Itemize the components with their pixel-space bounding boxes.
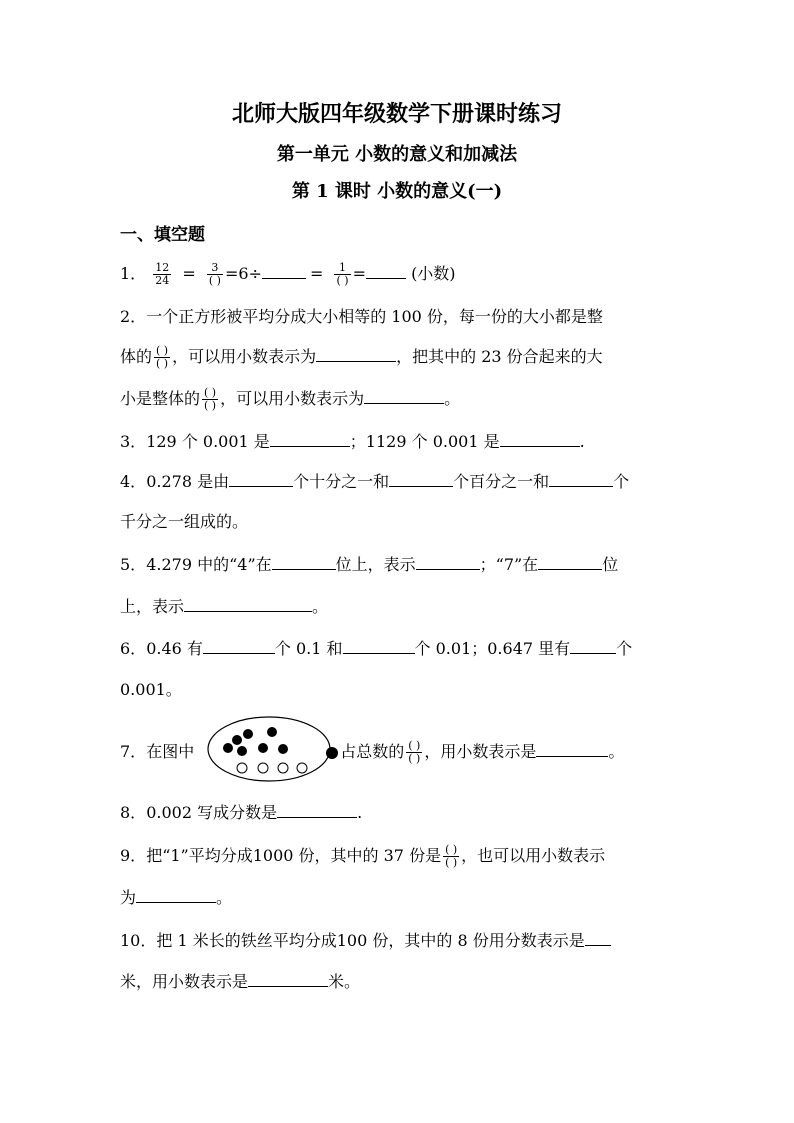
equals-sign: = — [182, 264, 196, 283]
hollow-dot — [237, 763, 247, 773]
unit-title: 第一单元 小数的意义和加减法 — [276, 144, 518, 165]
question-number: 9． — [120, 846, 147, 865]
answer-blank[interactable] — [262, 262, 306, 279]
text: 在图中 — [146, 742, 195, 761]
text: 129 个 0.001 是 — [146, 432, 270, 451]
hollow-dot — [258, 763, 268, 773]
text: ，可以用小数表示为 — [220, 389, 365, 408]
text: 个 0.01；0.647 里有 — [414, 639, 571, 658]
question-number: 7． — [120, 742, 147, 761]
question-7 — [120, 740, 624, 764]
dots-oval-diagram — [207, 716, 331, 782]
text: . — [357, 803, 363, 822]
hollow-dot — [297, 763, 307, 773]
text: 把“1”平均分成1000 份，其中的 37 份是 — [146, 846, 442, 865]
answer-blank[interactable] — [538, 553, 602, 570]
question-1 — [120, 262, 456, 286]
fraction: $\frac{( )}{( )}$ — [156, 344, 169, 370]
fraction: $\frac{( )}{( )}$ — [445, 843, 458, 869]
filled-dot — [223, 743, 233, 753]
hollow-dot — [278, 763, 288, 773]
text: 位上，表示 — [335, 555, 416, 574]
answer-blank[interactable] — [277, 801, 357, 818]
text: ，把其中的 23 份合起来的大 — [396, 347, 603, 366]
text: 个百分之一和 — [453, 472, 550, 491]
filled-dot — [258, 743, 268, 753]
answer-blank[interactable] — [500, 430, 580, 447]
text: 。 — [444, 389, 461, 408]
question-6-line-2: 0.001。 — [120, 680, 182, 699]
fraction: $\frac{3}{( )}$ — [208, 261, 221, 287]
answer-blank[interactable] — [203, 637, 275, 654]
question-number: 3． — [120, 432, 147, 451]
question-5-line-2 — [120, 595, 328, 619]
question-number: 2． — [120, 307, 147, 326]
equals-sign: = — [352, 264, 366, 283]
filled-dot — [243, 729, 253, 739]
answer-blank[interactable] — [536, 740, 608, 757]
answer-blank[interactable] — [229, 470, 293, 487]
text: 把 1 米长的铁丝平均分成100 份，其中的 8 份用分数表示是 — [156, 931, 585, 950]
question-number: 6． — [120, 639, 147, 658]
question-4-line-2: 千分之一组成的。 — [120, 512, 249, 531]
text: . — [579, 432, 585, 451]
filled-dot — [278, 744, 288, 754]
answer-blank[interactable] — [270, 430, 350, 447]
question-9-line-1 — [120, 844, 605, 868]
question-number: 1． — [120, 264, 147, 283]
answer-blank[interactable] — [184, 595, 312, 612]
question-9-line-2 — [120, 886, 232, 910]
text: 米。 — [328, 972, 361, 991]
text: =6÷ — [224, 264, 262, 283]
question-2-line-3 — [120, 387, 460, 411]
text: 上，表示 — [120, 597, 185, 616]
answer-blank[interactable] — [585, 929, 611, 946]
question-10-line-1 — [120, 929, 611, 953]
text: 占总数的 — [340, 742, 405, 761]
question-3 — [120, 430, 585, 454]
answer-blank[interactable] — [364, 387, 444, 404]
answer-blank[interactable] — [248, 970, 328, 987]
question-6-line-1 — [120, 637, 632, 661]
text: 位 — [602, 555, 619, 574]
lesson-title: 第 1 课时 小数的意义(一) — [291, 181, 503, 202]
text: 0.46 有 — [146, 639, 203, 658]
answer-blank[interactable] — [316, 345, 396, 362]
text: 个十分之一和 — [293, 472, 390, 491]
question-2-line-1 — [120, 305, 603, 329]
question-number: 4． — [120, 472, 147, 491]
text: 体的 — [120, 347, 153, 366]
filled-dot — [237, 746, 247, 756]
question-number: 10． — [120, 931, 157, 950]
text: 0.002 写成分数是 — [146, 803, 278, 822]
text: 个 0.1 和 — [274, 639, 343, 658]
answer-blank[interactable] — [570, 637, 616, 654]
text: 一个正方形被平均分成大小相等的 100 份，每一份的大小都是整 — [146, 307, 603, 326]
fraction: $\frac{12}{24}$ — [155, 261, 170, 287]
text: ；1129 个 0.001 是 — [349, 432, 500, 451]
answer-blank[interactable] — [366, 262, 406, 279]
text: ，可以用小数表示为 — [172, 347, 317, 366]
filled-dot — [267, 727, 277, 737]
question-4-line-1 — [120, 470, 629, 494]
text: 个 — [613, 472, 630, 491]
question-number: 5． — [120, 555, 147, 574]
answer-blank[interactable] — [272, 553, 336, 570]
answer-blank[interactable] — [389, 470, 453, 487]
text: ，用小数表示是 — [424, 742, 537, 761]
text: 4.279 中的“4”在 — [146, 555, 272, 574]
question-2-line-2 — [120, 345, 603, 369]
text: ，也可以用小数表示 — [461, 846, 606, 865]
text: 小是整体的 — [120, 389, 201, 408]
question-number: 8． — [120, 803, 147, 822]
question-5-line-1 — [120, 553, 618, 577]
answer-blank[interactable] — [136, 886, 216, 903]
text: (小数) — [411, 264, 456, 283]
answer-blank[interactable] — [343, 637, 415, 654]
text: 个 — [616, 639, 633, 658]
answer-blank[interactable] — [549, 470, 613, 487]
section-heading: 一、填空题 — [120, 225, 205, 245]
text: ；“7”在 — [479, 555, 539, 574]
filled-dot — [232, 735, 242, 745]
equals-sign: = — [309, 264, 324, 283]
fraction: $\frac{1}{( )}$ — [336, 261, 349, 287]
fraction: $\frac{( )}{( )}$ — [204, 386, 217, 412]
text: 0.278 是由 — [146, 472, 230, 491]
text: 米，用小数表示是 — [120, 972, 249, 991]
text: 为 — [120, 888, 137, 907]
text: 。 — [608, 742, 625, 761]
fraction: $\frac{( )}{( )}$ — [408, 739, 421, 765]
answer-blank[interactable] — [416, 553, 480, 570]
question-10-line-2 — [120, 970, 360, 994]
question-8 — [120, 801, 362, 825]
text: 。 — [216, 888, 233, 907]
worksheet-title: 北师大版四年级数学下册课时练习 — [231, 101, 562, 127]
text: 。 — [312, 597, 329, 616]
